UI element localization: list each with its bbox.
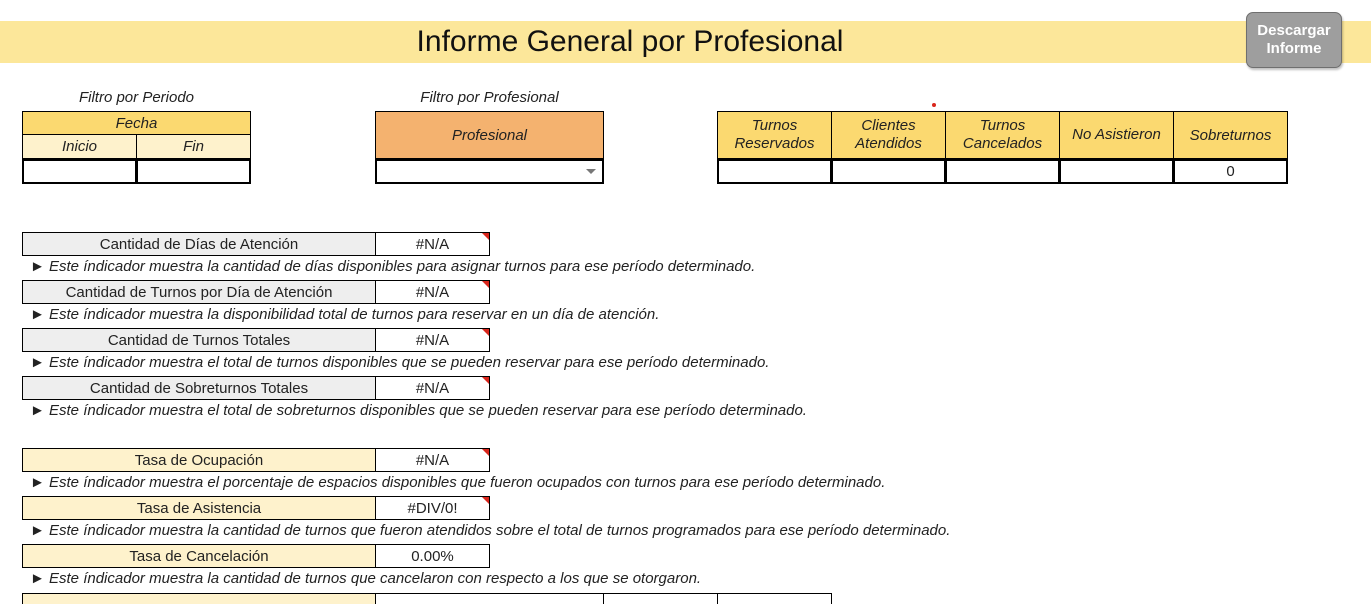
start-date-label: Inicio	[22, 134, 137, 159]
rate-note-attendance: ► Este índicador muestra la cantidad de turnos que fueron atendidos sobre el total de turnos programados para ese período determinado.	[30, 522, 951, 539]
rate-value-cancellation: 0.00%	[375, 544, 490, 568]
summary-header-reserved: Turnos Reservados	[717, 111, 832, 159]
rate-note-occupancy: ► Este índicador muestra el porcentaje de espacios disponibles que fueron ocupados con turnos para ese período determinado.	[30, 474, 886, 491]
comment-indicator-icon	[482, 329, 489, 336]
comment-indicator-icon	[482, 377, 489, 384]
indicator-label-days: Cantidad de Días de Atención	[22, 232, 376, 256]
professional-filter-caption: Filtro por Profesional	[420, 89, 559, 106]
next-row-value-partial	[375, 593, 604, 604]
comment-indicator-icon	[482, 281, 489, 288]
summary-header-cancelled: Turnos Cancelados	[945, 111, 1060, 159]
indicator-value-shifts-per-day: #N/A	[375, 280, 490, 304]
indicator-label-shifts-per-day: Cantidad de Turnos por Día de Atención	[22, 280, 376, 304]
rate-note-cancellation: ► Este índicador muestra la cantidad de turnos que cancelaron con respecto a los que se otorgaron.	[30, 570, 702, 587]
date-header: Fecha	[22, 111, 251, 135]
indicator-value-total-shifts: #N/A	[375, 328, 490, 352]
indicator-value-total-overbookings: #N/A	[375, 376, 490, 400]
end-date-label: Fin	[136, 134, 251, 159]
start-date-input[interactable]	[22, 159, 137, 184]
comment-indicator-icon	[482, 497, 489, 504]
rate-value-attendance: #DIV/0!	[375, 496, 490, 520]
page-title: Informe General por Profesional	[416, 25, 844, 58]
summary-value-cancelled	[945, 159, 1060, 184]
summary-value-attended	[831, 159, 946, 184]
comment-indicator-icon	[482, 449, 489, 456]
indicator-label-total-shifts: Cantidad de Turnos Totales	[22, 328, 376, 352]
indicator-value-days: #N/A	[375, 232, 490, 256]
end-date-input[interactable]	[136, 159, 251, 184]
next-row-cell-partial	[603, 593, 718, 604]
next-row-label-partial	[22, 593, 376, 604]
indicator-note-days: ► Este índicador muestra la cantidad de días disponibles para asignar turnos para ese período determinado.	[30, 258, 756, 275]
professional-select[interactable]	[375, 159, 604, 184]
rate-label-attendance: Tasa de Asistencia	[22, 496, 376, 520]
summary-header-no-show: No Asistieron	[1059, 111, 1174, 159]
comment-marker	[932, 103, 936, 107]
indicator-label-total-overbookings: Cantidad de Sobreturnos Totales	[22, 376, 376, 400]
comment-indicator-icon	[482, 233, 489, 240]
next-row-cell-partial	[717, 593, 832, 604]
summary-header-attended: Clientes Atendidos	[831, 111, 946, 159]
summary-value-overbookings: 0	[1173, 159, 1288, 184]
summary-value-reserved	[717, 159, 832, 184]
summary-value-no-show	[1059, 159, 1174, 184]
summary-header-overbookings: Sobreturnos	[1173, 111, 1288, 159]
chevron-down-icon[interactable]	[586, 169, 596, 174]
indicator-note-total-overbookings: ► Este índicador muestra el total de sobreturnos disponibles que se pueden reservar para ese período determinado.	[30, 402, 807, 419]
rate-value-occupancy: #N/A	[375, 448, 490, 472]
download-report-button[interactable]: Descargar Informe	[1246, 12, 1342, 68]
rate-label-cancellation: Tasa de Cancelación	[22, 544, 376, 568]
professional-header: Profesional	[375, 111, 604, 159]
period-filter-caption: Filtro por Periodo	[78, 89, 195, 106]
indicator-note-total-shifts: ► Este índicador muestra el total de turnos disponibles que se pueden reservar para ese período determinado.	[30, 354, 770, 371]
indicator-note-shifts-per-day: ► Este índicador muestra la disponibilidad total de turnos para reservar en un día de atención.	[30, 306, 660, 323]
rate-label-occupancy: Tasa de Ocupación	[22, 448, 376, 472]
